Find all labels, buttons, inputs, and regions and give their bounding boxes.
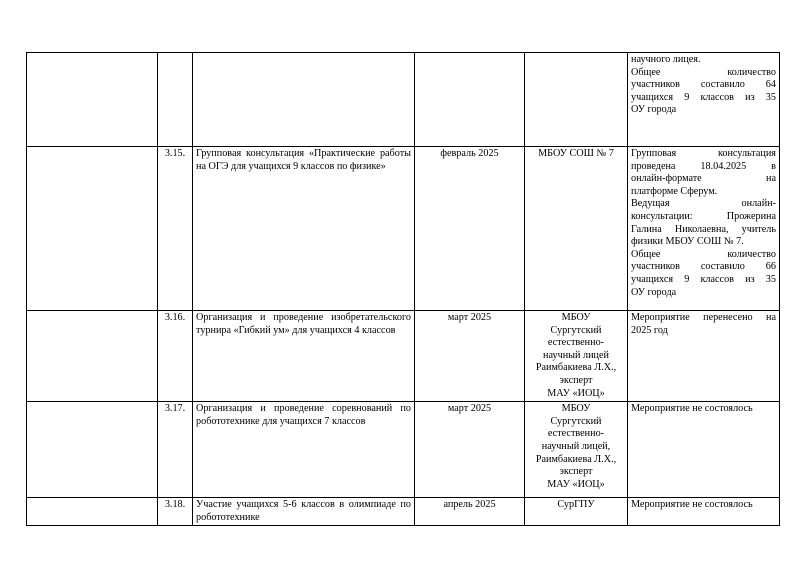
blank-cell: [27, 53, 158, 147]
executor-line: СурГПУ: [557, 499, 595, 511]
row-number: 3.17.: [158, 402, 193, 498]
executor-line: Раимбакиева Л.Х.,: [535, 453, 617, 465]
result-paragraph: [631, 148, 776, 198]
result-line: платформе Сферум.: [631, 185, 718, 197]
result-line: Мероприятие перенесено на: [631, 312, 776, 323]
blank-cell: [27, 311, 158, 402]
result-line: учащихся 9 классов из 35: [631, 91, 776, 103]
result-paragraph: [631, 403, 776, 416]
result-line: консультации: Прожерина: [631, 210, 776, 222]
row-number: 3.18.: [158, 498, 193, 526]
blank-cell: [27, 147, 158, 311]
result-line: учащихся 9 классов из 35: [631, 273, 776, 285]
event-date: март 2025: [415, 402, 525, 498]
executor-line: МАУ «ИОЦ»: [547, 478, 605, 490]
executor-line: МАУ «ИОЦ»: [547, 387, 605, 399]
result-line: научного лицея.: [631, 54, 701, 65]
event-executor: [525, 498, 628, 526]
blank-cell: [27, 498, 158, 526]
executor-line: Сургутский: [550, 415, 602, 427]
event-executor: [525, 147, 628, 311]
event-date: [415, 53, 525, 147]
result-paragraph: [631, 499, 776, 512]
executor-line: МБОУ СОШ № 7: [538, 148, 614, 159]
result-line: Мероприятие не состоялось: [631, 499, 753, 511]
event-result: [628, 402, 780, 498]
blank-cell: [27, 402, 158, 498]
event-executor: [525, 53, 628, 147]
event-executor: [525, 311, 628, 402]
event-name: Организация и проведение изобретательского турнира «Гибкий ум» для учащихся 4 классов: [193, 311, 415, 402]
events-table-body: [27, 53, 780, 526]
result-paragraph: [631, 312, 776, 337]
row-number: [158, 53, 193, 147]
executor-line: МБОУ: [561, 403, 591, 415]
row-number: 3.16.: [158, 311, 193, 402]
result-paragraph: [631, 67, 776, 117]
events-table: [26, 52, 780, 526]
event-name: Групповая консультация «Практические работы на ОГЭ для учащихся 9 классов по физике»: [193, 147, 415, 311]
table-row: [27, 402, 780, 498]
table-row: [27, 147, 780, 311]
executor-line: Раимбакиева Л.Х.,: [535, 362, 617, 374]
event-date: апрель 2025: [415, 498, 525, 526]
result-line: ОУ города: [631, 286, 677, 298]
result-line: 2025 год: [631, 324, 668, 336]
result-line: ОУ города: [631, 104, 677, 116]
event-executor: [525, 402, 628, 498]
event-date: март 2025: [415, 311, 525, 402]
event-result: [628, 147, 780, 311]
result-line: физики МБОУ СОШ № 7.: [631, 236, 744, 248]
result-line: Мероприятие не состоялось: [631, 403, 753, 415]
event-name: Участие учащихся 5-6 классов в олимпиаде по робототехнике: [193, 498, 415, 526]
event-result: [628, 311, 780, 402]
result-line: участников составило 64: [631, 79, 776, 91]
result-line: проведена 18.04.2025 в: [631, 160, 776, 172]
row-number: 3.15.: [158, 147, 193, 311]
event-date: февраль 2025: [415, 147, 525, 311]
executor-line: эксперт: [559, 466, 593, 478]
result-line: Общее количество: [631, 248, 776, 260]
result-line: Групповая консультация: [631, 148, 776, 159]
executor-line: Сургутский: [550, 324, 602, 336]
result-line: онлайн-формате на: [631, 173, 776, 185]
event-name: [193, 53, 415, 147]
executor-line: научный лицей: [543, 349, 609, 361]
result-paragraph: [631, 198, 776, 248]
table-row: [27, 498, 780, 526]
event-result: [628, 498, 780, 526]
executor-line: научный лицей,: [541, 440, 611, 452]
result-paragraph: [631, 249, 776, 299]
table-row: [27, 53, 780, 147]
executor-line: МБОУ: [561, 312, 591, 323]
result-line: Галина Николаевна, учитель: [631, 223, 776, 235]
result-line: Ведущая онлайн-: [631, 198, 776, 210]
executor-line: естественно-: [547, 337, 605, 349]
table-row: [27, 311, 780, 402]
event-name: Организация и проведение соревнований по робототехнике для учащихся 7 классов: [193, 402, 415, 498]
result-paragraph: [631, 54, 776, 67]
executor-line: эксперт: [559, 374, 593, 386]
event-result: [628, 53, 780, 147]
result-line: Общее количество: [631, 66, 776, 78]
result-line: участников составило 66: [631, 261, 776, 273]
executor-line: естественно-: [547, 428, 605, 440]
